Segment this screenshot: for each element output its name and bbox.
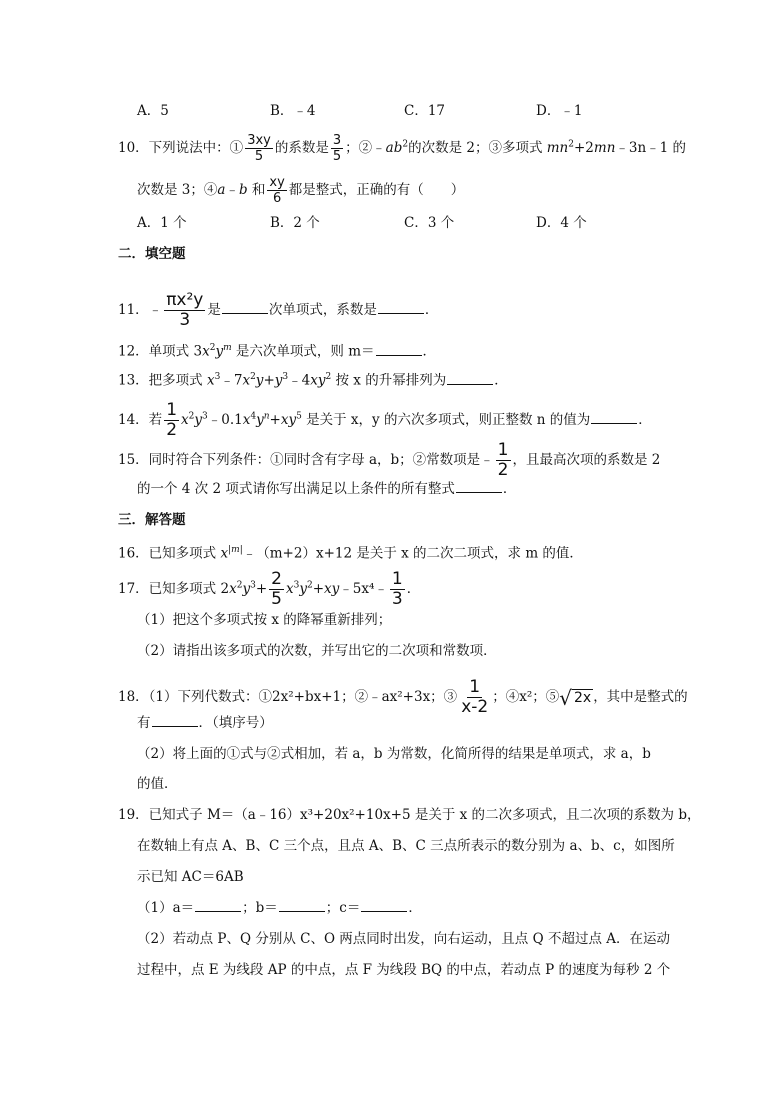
q11-blank-1 [222,300,268,314]
q15-fraction [496,441,511,480]
q18-text-b: ；④x²；⑤ [492,689,560,705]
q11-text2: 次单项式，系数是 [268,302,377,318]
q13-prefix: 13．把多项式 [118,372,207,389]
q15-line2 [137,479,516,499]
q18-sqrt-radicand: 2x [573,690,592,706]
q14: 14．若 $\frac{1}{2}$ $x^2y^3﹣0.1x^4y^n+xy^5$ 是关于 x，y 的六次多项式，则正整数 n 的值为 ． [118,400,652,440]
q10-frac3-num: xy [269,175,285,190]
q15-line1 [118,441,660,480]
q15-text: 15．同时符合下列条件：①同时含有字母 a，b；②常数项是﹣ [118,452,494,468]
q10-fraction-2 [331,133,343,164]
q16: 16．已知多项式 $x^{|m|}﹣(m+2)x+12$ 是关于 x 的二次二项式，求 m 的值． [118,545,583,562]
q17: 17．已知多项式 $2x^2y^3+$ $\frac{2}{5}$ $x^3y^2+xy﹣5x^4﹣$ $\frac{1}{3}$ ． [118,569,421,609]
q19-blank-b [279,898,325,912]
q18-line2 [137,713,273,733]
q18-line2-text: 有 [137,715,151,731]
q18-line3: （2）将上面的①式与②式相加，若 a，b 为常数，化简所得的结果是单项式，求 a，b [137,746,651,762]
q11-fraction [164,291,205,330]
q9-option-c: C．17 [404,103,446,119]
q10-frac1-den: 5 [254,149,264,164]
q19-a-label: （1）a＝ [137,900,195,916]
q13: 13．把多项式 $x^3﹣7x^2y+y^3﹣4xy^2$ 按 x 的升幂排列为 ． [118,372,508,389]
q15-line2-text: 的一个 4 次 2 项式请你写出满足以上条件的所有整式 [137,481,455,497]
q19-line4-end: ． [408,900,422,916]
q18-text: 18．（1）下列代数式：①2x²+bx+1；②﹣ax²+3x；③ [118,689,458,705]
q10-frac3-den: 6 [272,191,282,206]
q18-text-end: ，其中是整式的 [593,689,688,705]
q14-text: 是关于 x，y 的六次多项式，则正整数 n 的值为 [301,412,591,428]
q10-line1: 10．下列说法中：① $\frac{3xy}{5}$ 的系数是 $\frac{3}{5}$ ；$②﹣ab^2$的次数是 2；③多项式 $mn^2+2mn﹣3n﹣1$ 的 [118,133,687,164]
q17-frac1-den: 5 [271,589,282,609]
q17-fraction-2 [390,570,405,609]
q18-line1 [118,678,688,717]
q13-text: 按 x 的升幂排列为 [331,372,447,389]
q9-option-b: B．﹣4 [270,103,316,119]
q19-line1: 19．已知式子 M＝（a﹣16）x³+20x²+10x+5 是关于 x 的二次多项式，且二次项的系数为 b， [118,807,701,823]
q10-text-b: 的系数是 [274,140,329,156]
q17-frac1-num: 2 [271,569,282,589]
q10-fraction-3 [267,175,286,206]
q17-mid: ﹣5x⁴﹣ [339,581,388,597]
q18-fraction [459,678,490,717]
q17-sub1: （1）把这个多项式按 x 的降幂重新排列； [137,612,392,628]
q17-prefix: 17．已知多项式 [118,581,221,597]
q15-frac-num: 1 [497,440,509,460]
q17-sub2: （2）请指出该多项式的次数，并写出它的二次项和常数项． [137,643,497,659]
q10-text-d: 的次数是 2；③多项式 [408,140,547,156]
q16-text: ﹣（m+2）x+12 是关于 x 的二次二项式，求 m 的值． [242,545,583,562]
q17-end: ． [406,581,421,597]
q10-text-h: 都是整式，正确的有（ ） [288,182,465,198]
q10-option-b: B．2 个 [270,215,320,231]
q17-frac2-num: 1 [391,569,403,589]
q18-line2-end: ．（填序号） [198,715,273,731]
q10-frac2-den: 5 [332,149,342,164]
q10-text-f: 次数是 3；④ [137,182,218,198]
q13-blank [447,371,493,385]
q10-text-e: ﹣3n﹣1 的 [615,140,687,156]
q14-end: ． [638,412,652,428]
q11-text: 是 [207,302,221,318]
q18-line4: 的值． [137,776,178,792]
q19-blank-c [361,898,407,912]
q9-option-d: D．﹣1 [536,103,583,119]
q12-prefix: 12．单项式 [118,343,194,360]
q14-blank [591,410,637,424]
q15-frac-den: 2 [497,460,509,480]
q10-option-d: D．4 个 [536,215,587,231]
q19-line2: 在数轴上有点 A、B、C 三个点，且点 A、B、C 三点所表示的数分别为 a、b、c，如图所 [137,838,675,854]
q14-fraction [164,401,179,440]
q17-fraction-1 [269,570,284,609]
q12-blank [376,342,422,356]
q11-end: ． [424,302,439,318]
q18-frac-num: 1 [469,677,481,697]
q19-b-label: ；b＝ [242,900,278,916]
q10-fraction-1 [245,133,273,164]
q10-text-c: ；②﹣ [345,140,386,156]
q11-prefix: 11．﹣ [118,302,163,318]
q18-blank [152,713,198,727]
q14-frac-num: 1 [166,400,178,420]
q19-blank-a [195,898,241,912]
q11 [118,291,438,330]
q10-text-g: 和 [247,182,266,198]
q10-option-c: C．3 个 [404,215,455,231]
q10-text-a: 10．下列说法中：① [118,140,244,156]
q12: 12．单项式 $3x^2y^m$ 是六次单项式，则 m＝ ． [118,343,437,360]
q11-frac-num: πx²y [166,290,204,310]
q10-option-a: A．1 个 [137,215,187,231]
q19-line4 [137,898,422,918]
q12-text: 是六次单项式，则 m＝ [231,343,375,360]
section-solve-heading: 三．解答题 [118,512,186,528]
q14-prefix: 14．若 [118,412,163,428]
q17-frac2-den: 3 [391,589,403,609]
q15-text-end: ，且最高次项的系数是 2 [512,452,661,468]
q19-line6: 过程中，点 E 为线段 AP 的中点，点 F 为线段 BQ 的中点，若动点 P 的速度为每秒 2 个 [137,962,671,978]
q13-end: ． [494,372,508,389]
q19-c-label: ；c＝ [325,900,361,916]
q18-frac-den: x-2 [461,697,489,717]
q15-line2-end: ． [502,481,517,497]
q19-line3: 示已知 AC＝6AB [137,869,244,885]
q10-frac2-num: 3 [332,133,342,148]
q16-prefix: 16．已知多项式 [118,545,221,562]
q15-blank [456,479,502,493]
q10-frac1-num: 3xy [247,133,271,148]
q12-end: ． [422,343,437,360]
q11-blank-2 [378,300,424,314]
q10-line2: 次数是 3；④a﹣b 和 $\frac{xy}{6}$ 都是整式，正确的有（ ） [137,175,465,206]
q14-frac-den: 2 [166,420,178,440]
q9-option-a: A．5 [137,103,169,119]
section-fill-in-heading: 二．填空题 [118,246,186,262]
q19-line5: （2）若动点 P、Q 分别从 C、O 两点同时出发，向右运动，且点 Q 不超过点 A．在运动 [137,931,670,947]
q11-frac-den: 3 [179,310,191,330]
q18-sqrt: √ 2x [559,685,592,710]
